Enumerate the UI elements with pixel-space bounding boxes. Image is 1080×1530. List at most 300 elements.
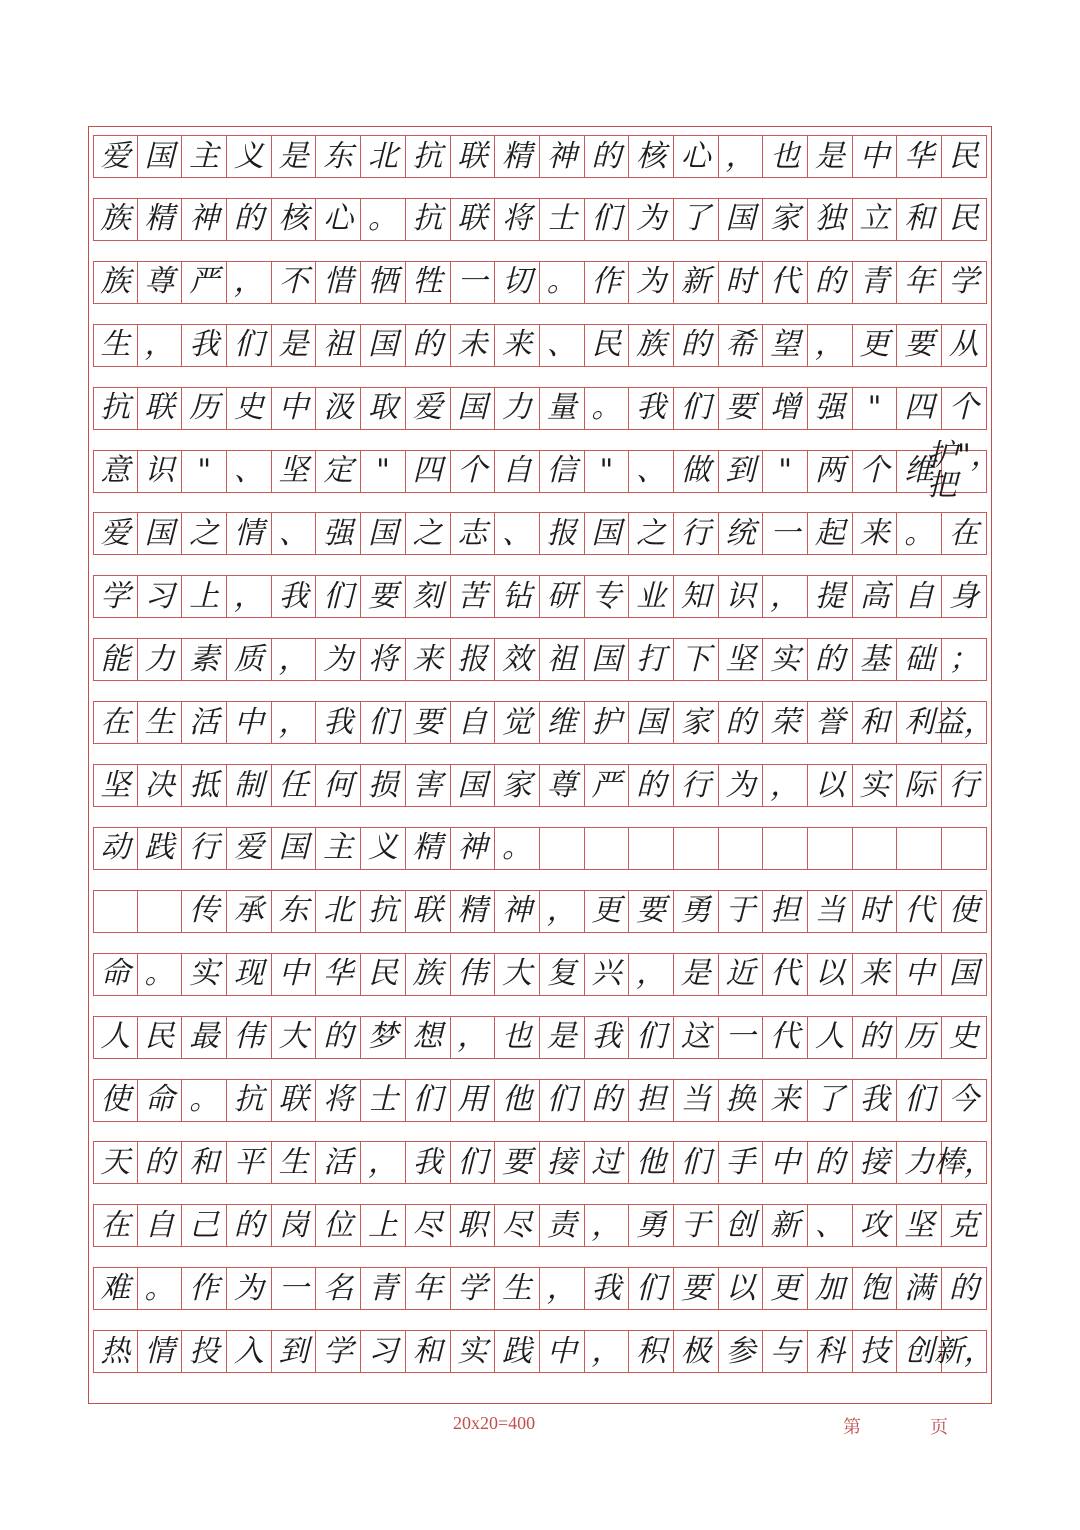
grid-cell: 行 [182, 827, 227, 870]
grid-cell: 精 [406, 827, 451, 870]
grid-cell: 我 [853, 1079, 898, 1122]
grid-cell: 神 [451, 827, 496, 870]
grid-cell: 克 [942, 1204, 987, 1247]
grid-cell: 爱 [406, 387, 451, 430]
grid-cell: 国 [585, 512, 630, 555]
grid-cell: 和 [897, 198, 942, 241]
grid-cell: 满 [897, 1267, 942, 1310]
grid-cell: 行 [674, 764, 719, 807]
grid-cell [93, 890, 138, 933]
grid-cell: " [585, 450, 630, 493]
grid-cell: 何 [316, 764, 361, 807]
grid-cell: 大 [495, 953, 540, 996]
grid-cell: 家 [763, 198, 808, 241]
grid-cell: 与 [763, 1330, 808, 1373]
grid-cell: 人 [93, 1016, 138, 1059]
grid-row [93, 575, 987, 618]
grid-cell: 要 [674, 1267, 719, 1310]
grid-cell: 创 [897, 1330, 942, 1373]
grid-cell: 我 [182, 324, 227, 367]
grid-cell: 中 [272, 953, 317, 996]
grid-cell: 坚 [719, 638, 764, 681]
grid-cell: 国 [272, 827, 317, 870]
grid-cell: 创 [719, 1204, 764, 1247]
grid-cell: 这 [674, 1016, 719, 1059]
grid-cell: 心 [674, 135, 719, 178]
grid-cell: ， [629, 953, 674, 996]
grid-cell: 族 [93, 198, 138, 241]
grid-cell [719, 827, 764, 870]
grid-cell: 上 [182, 575, 227, 618]
grid-cell: 的 [629, 764, 674, 807]
grid-cell: 们 [406, 1079, 451, 1122]
grid-cell: 。 [361, 198, 406, 241]
grid-cell: 、 [272, 512, 317, 555]
grid-cell: ， [227, 575, 272, 618]
grid-cell: 己 [182, 1204, 227, 1247]
grid-cell: 。 [585, 387, 630, 430]
grid-cell: 抗 [406, 135, 451, 178]
grid-cell: 新 [763, 1204, 808, 1247]
grid-count-label: 20x20=400 [453, 1413, 536, 1433]
grid-cell: 是 [272, 324, 317, 367]
grid-cell: 将 [361, 638, 406, 681]
grid-cell: 心 [316, 198, 361, 241]
grid-cell: ， [808, 324, 853, 367]
grid-cell: 作 [182, 1267, 227, 1310]
grid-cell: 尽 [495, 1204, 540, 1247]
grid-cell [897, 827, 942, 870]
grid-cell: 自 [138, 1204, 183, 1247]
grid-cell: 联 [451, 198, 496, 241]
grid-cell: ， [361, 1141, 406, 1184]
grid-cell: " [182, 450, 227, 493]
grid-cell: 牺 [361, 261, 406, 304]
grid-cell: 使 [942, 890, 987, 933]
grid-cell: 义 [227, 135, 272, 178]
grid-cell: " [853, 387, 898, 430]
grid-cell: 精 [451, 890, 496, 933]
grid-cell: 学 [316, 1330, 361, 1373]
grid-cell: 增 [763, 387, 808, 430]
grid-row [93, 135, 987, 178]
grid-cell: 利 [897, 701, 942, 744]
grid-cell: 勇 [629, 1204, 674, 1247]
grid-cell: 家 [495, 764, 540, 807]
grid-cell: 们 [629, 1016, 674, 1059]
grid-cell: 义 [361, 827, 406, 870]
grid-cell: ， [585, 1330, 630, 1373]
grid-cell: 学 [942, 261, 987, 304]
grid-cell: 素 [182, 638, 227, 681]
grid-cell: 民 [942, 135, 987, 178]
grid-cell: 来 [763, 1079, 808, 1122]
grid-cell: 梦 [361, 1016, 406, 1059]
grid-cell: ， [272, 638, 317, 681]
grid-cell: 加 [808, 1267, 853, 1310]
grid-cell: 主 [182, 135, 227, 178]
grid-cell: 以 [719, 1267, 764, 1310]
grid-cell: 实 [853, 764, 898, 807]
grid-cell: 过 [585, 1141, 630, 1184]
grid-cell: 国 [361, 512, 406, 555]
grid-cell: 在 [93, 701, 138, 744]
grid-cell: 高 [853, 575, 898, 618]
grid-cell: 我 [272, 575, 317, 618]
grid-cell: 士 [540, 198, 585, 241]
grid-cell [585, 827, 630, 870]
grid-cell: 伟 [227, 1016, 272, 1059]
grid-cell: 命 [93, 953, 138, 996]
grid-cell: 青 [361, 1267, 406, 1310]
grid-cell: ； [942, 638, 987, 681]
grid-cell: 当 [674, 1079, 719, 1122]
grid-cell: 于 [674, 1204, 719, 1247]
grid-cell: 一 [272, 1267, 317, 1310]
grid-cell: 国 [942, 953, 987, 996]
grid-cell: 护 [585, 701, 630, 744]
grid-cell: 他 [629, 1141, 674, 1184]
grid-cell: 的 [808, 1141, 853, 1184]
grid-cell: 量 [540, 387, 585, 430]
grid-cell: 们 [540, 1079, 585, 1122]
grid-cell: 和 [182, 1141, 227, 1184]
grid-row [93, 1330, 994, 1373]
grid-cell: 尊 [540, 764, 585, 807]
grid-cell: 们 [316, 575, 361, 618]
grid-cell: 、 [540, 324, 585, 367]
grid-cell: 我 [585, 1267, 630, 1310]
grid-cell: 难 [93, 1267, 138, 1310]
grid-cell: 的 [719, 701, 764, 744]
grid-cell: 为 [227, 1267, 272, 1310]
grid-cell: 神 [495, 890, 540, 933]
grid-cell: 。 [540, 261, 585, 304]
grid-cell: 中 [897, 953, 942, 996]
grid-cell: 统 [719, 512, 764, 555]
grid-cell: 的 [585, 135, 630, 178]
grid-cell: 核 [629, 135, 674, 178]
grid-cell: ， [763, 764, 808, 807]
grid-cell: 积 [629, 1330, 674, 1373]
grid-cell: 、 [227, 450, 272, 493]
grid-cell: 打 [629, 638, 674, 681]
grid-cell: 精 [138, 198, 183, 241]
grid-cell: 当 [808, 890, 853, 933]
grid-cell: 业 [629, 575, 674, 618]
grid-cell: 的 [227, 198, 272, 241]
grid-cell: 的 [853, 1016, 898, 1059]
grid-cell: 精 [495, 135, 540, 178]
grid-cell: 热 [93, 1330, 138, 1373]
grid-cell: 北 [316, 890, 361, 933]
grid-cell: 个 [451, 450, 496, 493]
grid-cell: 中 [763, 1141, 808, 1184]
grid-row [93, 387, 987, 430]
grid-cell: 学 [451, 1267, 496, 1310]
grid-cell: 将 [495, 198, 540, 241]
grid-cell: 践 [495, 1330, 540, 1373]
grid-cell: 信 [540, 450, 585, 493]
grid-cell: 们 [629, 1267, 674, 1310]
grid-cell: 尽 [406, 1204, 451, 1247]
grid-cell: 抗 [406, 198, 451, 241]
grid-cell: 自 [495, 450, 540, 493]
grid-cell: 来 [495, 324, 540, 367]
grid-cell: 上 [361, 1204, 406, 1247]
grid-cell: 行 [942, 764, 987, 807]
grid-cell: 们 [674, 1141, 719, 1184]
grid-cell: 下 [674, 638, 719, 681]
grid-cell: 史 [227, 387, 272, 430]
grid-cell: 族 [629, 324, 674, 367]
grid-row [93, 638, 987, 681]
grid-cell: 益， [942, 701, 987, 744]
grid-cell: 提 [808, 575, 853, 618]
grid-cell: 国 [451, 764, 496, 807]
grid-cell: 识 [138, 450, 183, 493]
grid-cell: 强 [316, 512, 361, 555]
grid-cell: 北 [361, 135, 406, 178]
grid-cell: 士 [361, 1079, 406, 1122]
grid-cell: 个 [853, 450, 898, 493]
grid-cell: 联 [272, 1079, 317, 1122]
grid-cell: 民 [942, 198, 987, 241]
grid-cell: 情 [138, 1330, 183, 1373]
grid-cell: ， [138, 324, 183, 367]
grid-cell: ， [719, 135, 764, 178]
grid-cell: 抗 [361, 890, 406, 933]
grid-cell: 饱 [853, 1267, 898, 1310]
grid-cell: 尊 [138, 261, 183, 304]
grid-cell: 新， [942, 1330, 987, 1373]
grid-cell: 一 [451, 261, 496, 304]
grid-cell: 和 [406, 1330, 451, 1373]
grid-cell: 到 [272, 1330, 317, 1373]
grid-cell: 和 [853, 701, 898, 744]
grid-cell: 为 [719, 764, 764, 807]
grid-cell: 换 [719, 1079, 764, 1122]
grid-cell: 任 [272, 764, 317, 807]
grid-cell: 中 [272, 387, 317, 430]
grid-cell: 严 [585, 764, 630, 807]
grid-cell: 更 [763, 1267, 808, 1310]
grid-cell: 活 [182, 701, 227, 744]
grid-cell: 攻 [853, 1204, 898, 1247]
grid-cell: 强 [808, 387, 853, 430]
grid-cell: 们 [361, 701, 406, 744]
grid-row [93, 953, 987, 996]
grid-cell: 我 [585, 1016, 630, 1059]
grid-cell: 能 [93, 638, 138, 681]
grid-cell: 志 [451, 512, 496, 555]
grid-row [93, 701, 994, 744]
grid-row [93, 827, 987, 870]
grid-cell: 传 [182, 890, 227, 933]
grid-cell: 报 [540, 512, 585, 555]
grid-cell: 科 [808, 1330, 853, 1373]
grid-cell: 专 [585, 575, 630, 618]
grid-cell: 主 [316, 827, 361, 870]
grid-cell: 也 [763, 135, 808, 178]
grid-cell: 时 [853, 890, 898, 933]
grid-cell: 投 [182, 1330, 227, 1373]
grid-cell: 最 [182, 1016, 227, 1059]
grid-cell: 是 [540, 1016, 585, 1059]
grid-cell: 学 [93, 575, 138, 618]
grid-cell [763, 827, 808, 870]
grid-cell: 活 [316, 1141, 361, 1184]
grid-cell: 来 [853, 512, 898, 555]
grid-cell: 。 [182, 1079, 227, 1122]
grid-cell: 新 [674, 261, 719, 304]
grid-cell: 位 [316, 1204, 361, 1247]
grid-cell: 一 [763, 512, 808, 555]
grid-cell: 代 [763, 953, 808, 996]
grid-cell: 国 [361, 324, 406, 367]
grid-cell: 在 [942, 512, 987, 555]
grid-cell: 我 [629, 387, 674, 430]
grid-cell: 国 [629, 701, 674, 744]
grid-cell: 中 [227, 701, 272, 744]
grid-cell: ， [272, 701, 317, 744]
grid-cell: 的 [406, 324, 451, 367]
grid-cell: 了 [808, 1079, 853, 1122]
grid-cell: 觉 [495, 701, 540, 744]
grid-cell: 誉 [808, 701, 853, 744]
grid-row [93, 1267, 987, 1310]
grid-cell [942, 827, 987, 870]
grid-cell: 识 [719, 575, 764, 618]
grid-cell: 实 [763, 638, 808, 681]
grid-cell: 的 [942, 1267, 987, 1310]
grid-cell: 要 [406, 701, 451, 744]
grid-cell: 兴 [585, 953, 630, 996]
grid-cell: 民 [585, 324, 630, 367]
grid-cell: " [361, 450, 406, 493]
grid-cell: 为 [629, 261, 674, 304]
grid-cell: 天 [93, 1141, 138, 1184]
grid-cell: 华 [897, 135, 942, 178]
grid-cell: 害 [406, 764, 451, 807]
grid-cell: 中 [853, 135, 898, 178]
grid-cell: 希 [719, 324, 764, 367]
grid-cell: 伟 [451, 953, 496, 996]
grid-cell: 一 [719, 1016, 764, 1059]
grid-cell: 国 [719, 198, 764, 241]
grid-cell: 承 [227, 890, 272, 933]
grid-cell: 报 [451, 638, 496, 681]
grid-cell: 自 [451, 701, 496, 744]
grid-cell [540, 827, 585, 870]
grid-cell: 在 [93, 1204, 138, 1247]
grid-cell: 祖 [540, 638, 585, 681]
grid-cell: 意 [93, 450, 138, 493]
grid-cell: 代 [897, 890, 942, 933]
grid-cell: 、 [495, 512, 540, 555]
grid-cell: 践 [138, 827, 183, 870]
grid-cell: 命 [138, 1079, 183, 1122]
grid-cell: 更 [585, 890, 630, 933]
grid-cell: 望 [763, 324, 808, 367]
grid-row [93, 438, 1001, 503]
grid-cell: 神 [540, 135, 585, 178]
grid-cell: 身 [942, 575, 987, 618]
grid-cell: 祖 [316, 324, 361, 367]
grid-cell: 爱 [227, 827, 272, 870]
grid-cell: 民 [361, 953, 406, 996]
grid-cell: 实 [451, 1330, 496, 1373]
grid-cell: 要 [361, 575, 406, 618]
grid-cell: 维 [540, 701, 585, 744]
grid-cell: 定 [316, 450, 361, 493]
grid-cell: 惜 [316, 261, 361, 304]
grid-cell: 、 [808, 1204, 853, 1247]
grid-cell: 、 [629, 450, 674, 493]
grid-row [93, 764, 987, 807]
grid-cell: 史 [942, 1016, 987, 1059]
grid-cell: ， [540, 1267, 585, 1310]
grid-cell: 复 [540, 953, 585, 996]
grid-row [93, 198, 987, 241]
grid-cell: 抗 [93, 387, 138, 430]
grid-cell: 生 [93, 324, 138, 367]
grid-cell: 未 [451, 324, 496, 367]
grid-cell: 动 [93, 827, 138, 870]
grid-cell: 来 [406, 638, 451, 681]
grid-cell: 们 [227, 324, 272, 367]
grid-cell: 质 [227, 638, 272, 681]
grid-cell: 是 [674, 953, 719, 996]
grid-cell: 要 [719, 387, 764, 430]
grid-cell: 坚 [93, 764, 138, 807]
grid-cell: 护"，把 [927, 438, 1001, 503]
grid-cell: 今 [942, 1079, 987, 1122]
grid-cell: 担 [629, 1079, 674, 1122]
grid-cell: 汲 [316, 387, 361, 430]
grid-cell: 年 [406, 1267, 451, 1310]
grid-cell: 们 [451, 1141, 496, 1184]
grid-cell: 四 [406, 450, 451, 493]
grid-cell: 独 [808, 198, 853, 241]
grid-cell: 从 [942, 324, 987, 367]
grid-cell: 坚 [272, 450, 317, 493]
grid-cell: 做 [674, 450, 719, 493]
grid-row [93, 324, 987, 367]
grid-cell: 国 [138, 512, 183, 555]
grid-cell: 担 [763, 890, 808, 933]
grid-cell: 现 [227, 953, 272, 996]
grid-cell: 牲 [406, 261, 451, 304]
grid-cell: 起 [808, 512, 853, 555]
grid-cell: 近 [719, 953, 764, 996]
grid-cell: 到 [719, 450, 764, 493]
grid-cell: 坚 [897, 1204, 942, 1247]
grid-cell: 实 [182, 953, 227, 996]
grid-cell: 族 [93, 261, 138, 304]
grid-cell: 四 [897, 387, 942, 430]
grid-cell: 名 [316, 1267, 361, 1310]
grid-cell: 的 [316, 1016, 361, 1059]
grid-cell: 爱 [93, 135, 138, 178]
grid-cell: 情 [227, 512, 272, 555]
grid-cell: 技 [853, 1330, 898, 1373]
grid-cell: 们 [674, 387, 719, 430]
grid-cell: " [763, 450, 808, 493]
grid-cell: 青 [853, 261, 898, 304]
grid-cell: 力 [897, 1141, 942, 1184]
grid-cell: 职 [451, 1204, 496, 1247]
